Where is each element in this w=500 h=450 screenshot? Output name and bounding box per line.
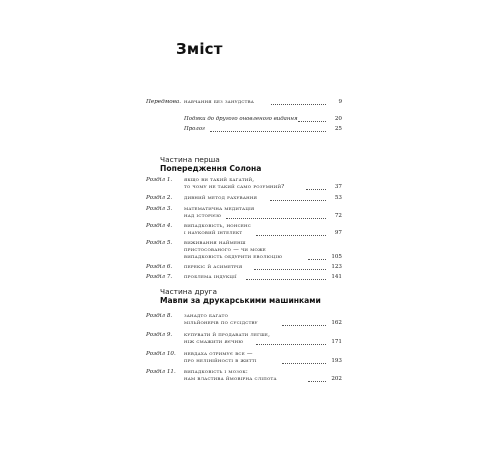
toc-entry-chapter-9[interactable] xyxy=(146,332,342,347)
toc-entry-acknowledgements[interactable] xyxy=(184,116,342,124)
entry-label: Розділ 6. xyxy=(146,264,173,270)
entry-page-number: 202 xyxy=(331,376,342,382)
entry-title: проблема індукції xyxy=(184,274,237,280)
entry-page-number: 37 xyxy=(334,184,342,190)
toc-entry-chapter-2[interactable] xyxy=(146,195,342,203)
part-label: Частина перша xyxy=(160,155,220,164)
toc-entry-chapter-6[interactable] xyxy=(146,264,342,272)
entry-title: математична медитація над історією xyxy=(184,206,255,219)
entry-page-number: 97 xyxy=(334,230,342,236)
entry-label: Розділ 1. xyxy=(146,177,173,183)
entry-title: навчання без занудства xyxy=(184,99,255,105)
entry-page-number: 25 xyxy=(334,126,342,132)
entry-page-number: 53 xyxy=(334,195,342,201)
toc-entry-chapter-5[interactable] xyxy=(146,240,342,262)
entry-page-number: 105 xyxy=(331,254,342,260)
entry-label: Розділ 4. xyxy=(146,223,173,229)
part-label: Частина друга xyxy=(160,287,218,296)
entry-page-number: 141 xyxy=(331,274,342,280)
toc-entry-prologue[interactable] xyxy=(184,126,342,134)
entry-label: Розділ 9. xyxy=(146,332,173,338)
entry-page-number: 9 xyxy=(338,99,342,105)
part-title: Попередження Солона xyxy=(160,164,262,173)
toc-entry-chapter-3[interactable] xyxy=(146,206,342,221)
toc-entry-chapter-1[interactable] xyxy=(146,177,342,192)
entry-title: дивний метод рахування xyxy=(184,195,258,201)
toc-entry-chapter-10[interactable] xyxy=(146,351,342,366)
entry-title: занадто багато мільйонерів по сусідству xyxy=(184,313,258,326)
toc-entry-preface[interactable] xyxy=(146,99,342,107)
entry-label: Розділ 11. xyxy=(146,369,176,375)
entry-title: виживання найменш пристосованого — чи може випадковість обдурити еволюцію xyxy=(184,240,283,260)
entry-label: Розділ 10. xyxy=(146,351,176,357)
toc-entry-chapter-7[interactable] xyxy=(146,274,342,282)
entry-label: Передмова. xyxy=(146,99,181,105)
entry-title: Подяки до другого оновленого видання xyxy=(184,116,298,122)
toc-entry-chapter-11[interactable] xyxy=(146,369,342,384)
entry-title: перекіс й асиметрія xyxy=(184,264,243,270)
entry-label: Розділ 3. xyxy=(146,206,173,212)
part-title: Мавпи за друкарськими машинками xyxy=(160,296,321,305)
entry-title: випадковість, нонсенс і науковий інтелект xyxy=(184,223,252,236)
entry-page-number: 123 xyxy=(331,264,342,270)
toc-entry-chapter-8[interactable] xyxy=(146,313,342,328)
entry-label: Розділ 5. xyxy=(146,240,173,246)
entry-title: випадковість і мозок: нам властива ймовірна сліпота xyxy=(184,369,277,382)
entry-page-number: 193 xyxy=(331,358,342,364)
entry-page-number: 171 xyxy=(331,339,342,345)
entry-title: Пролог xyxy=(184,126,205,132)
entry-page-number: 72 xyxy=(334,213,342,219)
toc-entry-chapter-4[interactable] xyxy=(146,223,342,238)
entry-label: Розділ 7. xyxy=(146,274,173,280)
page-title: Зміст xyxy=(176,40,223,58)
entry-page-number: 162 xyxy=(331,320,342,326)
entry-title: невдаха отримує все — про нелінійності в житті xyxy=(184,351,257,364)
entry-title: купувати й продавати легше, ніж смажити яєчню xyxy=(184,332,271,345)
entry-label: Розділ 8. xyxy=(146,313,173,319)
entry-page-number: 20 xyxy=(334,116,342,122)
entry-label: Розділ 2. xyxy=(146,195,173,201)
entry-title: якщо ви такий багатий, то чому не такий само розумний? xyxy=(184,177,285,190)
